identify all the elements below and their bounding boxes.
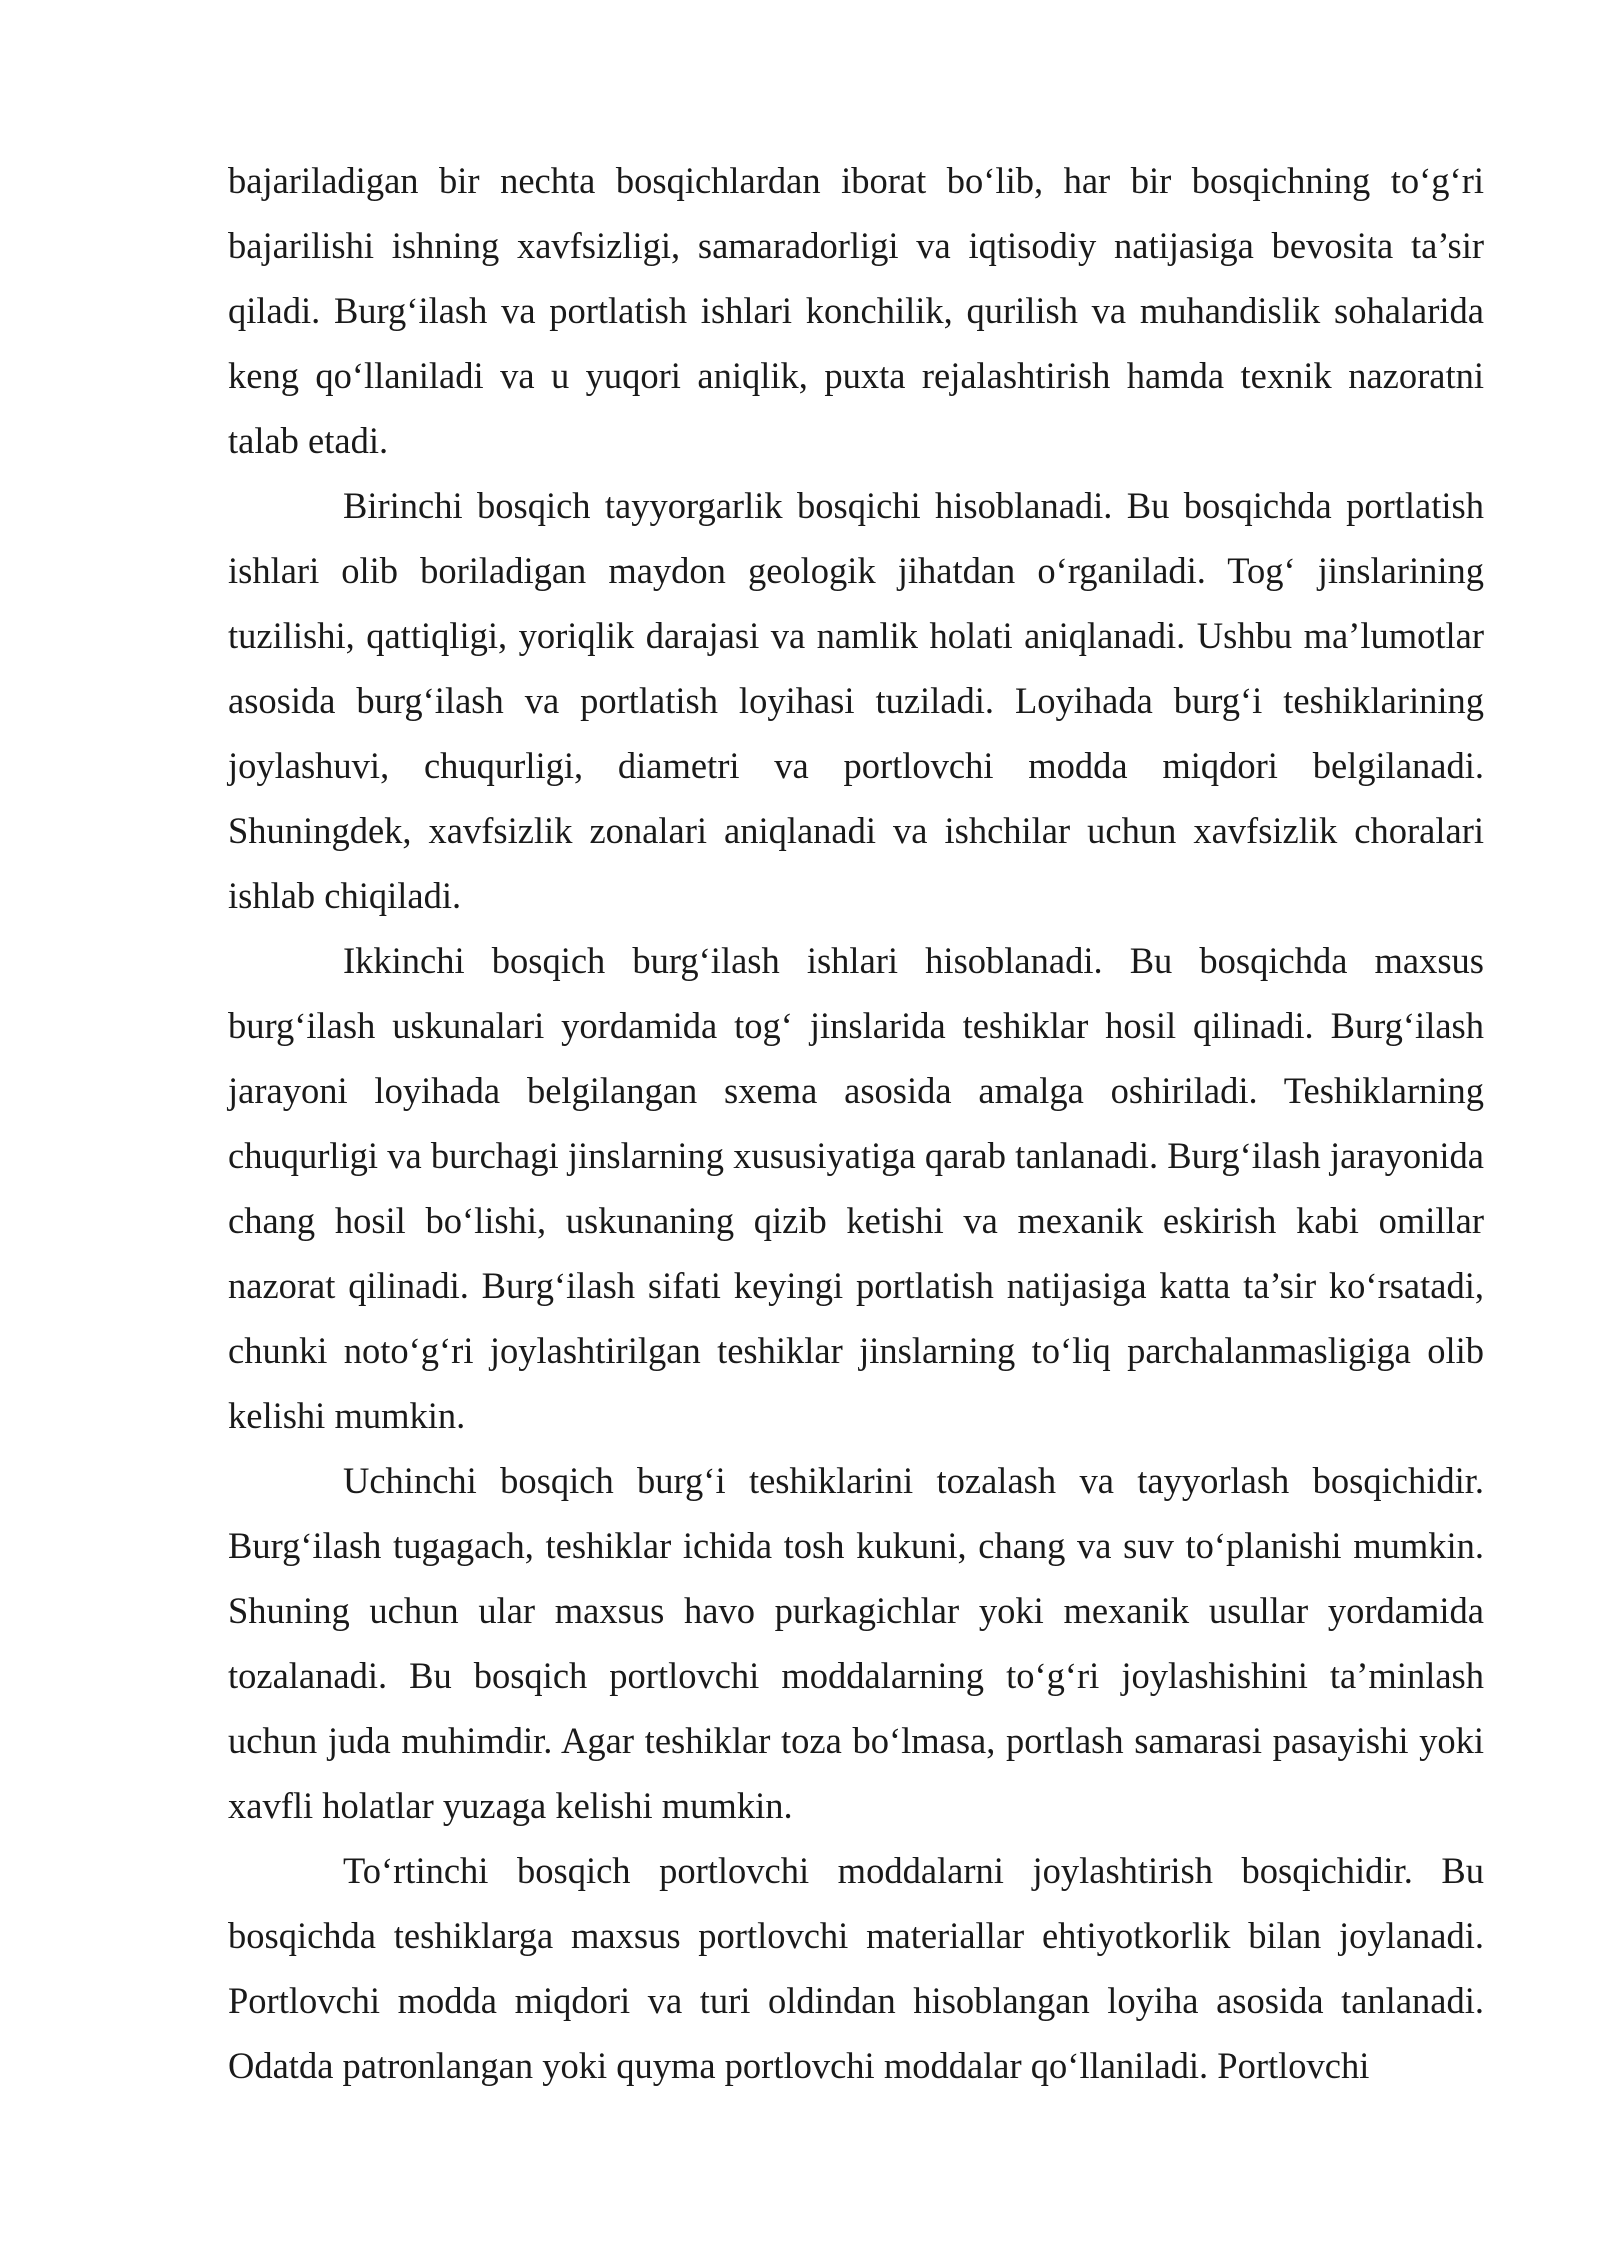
paragraph-stage-two: Ikkinchi bosqich burg‘ilash ishlari hisoblanadi. Bu bosqichda maxsus burg‘ilash uskunalari yordamida tog‘ jinslarida teshiklar hosil qilinadi. Burg‘ilash jarayoni loyihada belgilangan sxema asosida amalga oshiriladi. Teshiklarning chuqurligi va burchagi jinslarning xususiyatiga qarab tanlanadi. Burg‘ilash jarayonida chang hosil bo‘lishi, uskunaning qizib ketishi va mexanik eskirish kabi omillar nazorat qilinadi. Burg‘ilash sifati keyingi portlatish natijasiga katta ta’sir ko‘rsatadi, chunki noto‘g‘ri joylashtirilgan teshiklar jinslarning to‘liq parchalanmasligiga olib kelishi mumkin. xyxy=(228,940,1484,1436)
paragraph-stage-three: Uchinchi bosqich burg‘i teshiklarini tozalash va tayyorlash bosqichidir. Burg‘ilash tugagach, teshiklar ichida tosh kukuni, chang va suv to‘planishi mumkin. Shuning uchun ular maxsus havo purkagichlar yoki mexanik usullar yordamida tozalanadi. Bu bosqich portlovchi moddalarning to‘g‘ri joylashishini ta’minlash uchun juda muhimdir. Agar teshiklar toza bo‘lmasa, portlash samarasi pasayishi yoki xavfli holatlar yuzaga kelishi mumkin. xyxy=(228,1460,1484,1826)
document-body xyxy=(228,148,1484,2098)
paragraph-continuation: bajariladigan bir nechta bosqichlardan iborat bo‘lib, har bir bosqichning to‘g‘ri bajarilishi ishning xavfsizligi, samaradorligi va iqtisodiy natijasiga bevosita ta’sir qiladi. Burg‘ilash va portlatish ishlari konchilik, qurilish va muhandislik sohalarida keng qo‘llaniladi va u yuqori aniqlik, puxta rejalashtirish hamda texnik nazoratni talab etadi. xyxy=(228,160,1484,461)
paragraph-stage-four: To‘rtinchi bosqich portlovchi moddalarni joylashtirish bosqichidir. Bu bosqichda teshiklarga maxsus portlovchi materiallar ehtiyotkorlik bilan joylanadi. Portlovchi modda miqdori va turi oldindan hisoblangan loyiha asosida tanlanadi. Odatda patronlangan yoki quyma portlovchi moddalar qo‘llaniladi. Portlovchi xyxy=(228,1850,1484,2086)
paragraph-stage-one: Birinchi bosqich tayyorgarlik bosqichi hisoblanadi. Bu bosqichda portlatish ishlari olib boriladigan maydon geologik jihatdan o‘rganiladi. Tog‘ jinslarining tuzilishi, qattiqligi, yoriqlik darajasi va namlik holati aniqlanadi. Ushbu ma’lumotlar asosida burg‘ilash va portlatish loyihasi tuziladi. Loyihada burg‘i teshiklarining joylashuvi, chuqurligi, diametri va portlovchi modda miqdori belgilanadi. Shuningdek, xavfsizlik zonalari aniqlanadi va ishchilar uchun xavfsizlik choralari ishlab chiqiladi. xyxy=(228,485,1484,916)
